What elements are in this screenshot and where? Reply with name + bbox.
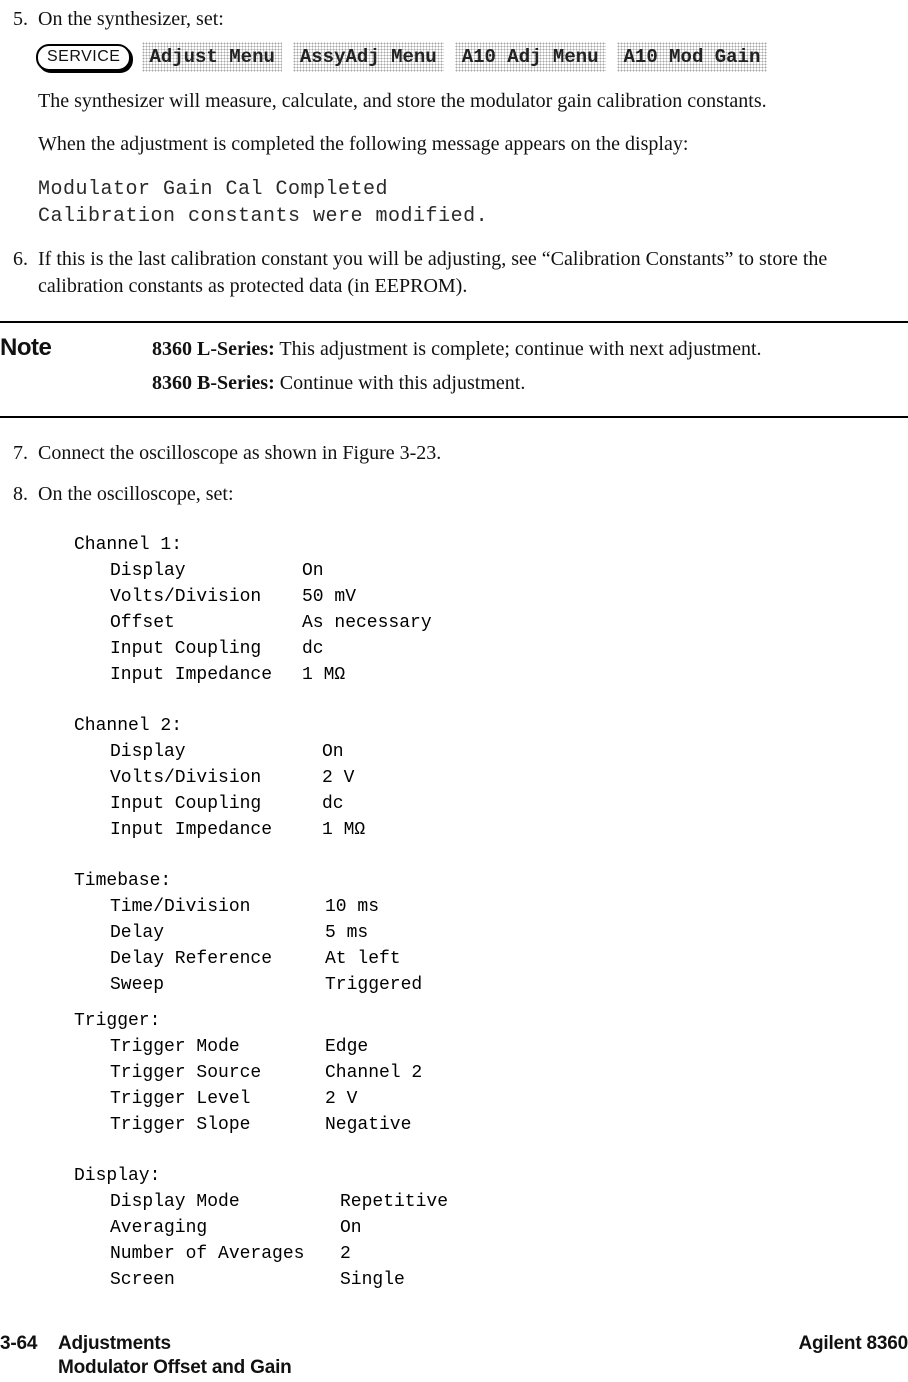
- step-item-5: [0, 6, 908, 33]
- settings-block-title: Channel 1:: [74, 535, 183, 555]
- setting-row: [110, 584, 908, 610]
- step-item-6: [0, 246, 896, 300]
- setting-row: [110, 1060, 908, 1086]
- setting-label: Volts/Division: [110, 768, 262, 788]
- display-message: [38, 176, 908, 230]
- setting-value: 2 V: [322, 768, 355, 788]
- setting-label: Input Coupling: [110, 639, 262, 659]
- softkey-a10-adj-menu: A10 Adj Menu: [455, 42, 606, 72]
- setting-value: Channel 2: [325, 1063, 423, 1083]
- step-text: On the synthesizer, set:: [38, 8, 224, 30]
- note-line-b-series: [152, 366, 762, 400]
- setting-label: Offset: [110, 613, 175, 633]
- step-number: 6.: [13, 248, 28, 270]
- step-item-7: [0, 440, 908, 467]
- note-line-l-series: [152, 332, 762, 366]
- key-sequence: [36, 41, 908, 73]
- setting-row: [110, 610, 908, 636]
- setting-row: [110, 817, 908, 843]
- settings-block-title: Display:: [74, 1166, 161, 1186]
- setting-label: Display: [110, 742, 186, 762]
- settings-block-title: Timebase:: [74, 871, 172, 891]
- setting-label: Trigger Source: [110, 1063, 262, 1083]
- step-text: If this is the last calibration constant you will be adjusting, see “Calibration Constants” to store the calibration constants as protected data (in EEPROM).: [38, 248, 828, 297]
- setting-row: [110, 972, 908, 998]
- step-number: 5.: [13, 8, 28, 30]
- setting-value: 10 ms: [325, 897, 380, 917]
- softkey-assyadj-menu: AssyAdj Menu: [293, 42, 444, 72]
- display-message-line-1: Modulator Gain Cal Completed: [38, 178, 389, 201]
- settings-block-channel-2: [74, 713, 908, 843]
- setting-value: Repetitive: [340, 1192, 449, 1212]
- setting-value: 1 MΩ: [302, 665, 346, 685]
- setting-value: As necessary: [302, 613, 432, 633]
- settings-block-title: Trigger:: [74, 1011, 161, 1031]
- setting-value: 1 MΩ: [322, 820, 366, 840]
- setting-row: [110, 739, 908, 765]
- setting-row: [110, 946, 908, 972]
- oscilloscope-settings: [74, 532, 908, 1293]
- softkey-a10-mod-gain: A10 Mod Gain: [617, 42, 768, 72]
- note-lead-b-series: 8360 B-Series:: [152, 372, 275, 394]
- step-number: 8.: [13, 483, 28, 505]
- setting-label: Display Mode: [110, 1192, 240, 1212]
- footer-model: Agilent 8360: [798, 1333, 908, 1354]
- note-body: [152, 332, 762, 400]
- footer-subsection: Modulator Offset and Gain: [58, 1357, 292, 1378]
- footer-section: Adjustments: [58, 1333, 171, 1354]
- setting-row: [110, 1267, 908, 1293]
- setting-value: 2: [340, 1244, 351, 1264]
- setting-row: [110, 1215, 908, 1241]
- setting-row: [110, 765, 908, 791]
- setting-label: Trigger Slope: [110, 1115, 251, 1135]
- setting-row: [110, 1086, 908, 1112]
- setting-value: 2 V: [325, 1089, 358, 1109]
- setting-row: [110, 1034, 908, 1060]
- note-label: Note: [0, 334, 52, 361]
- manual-page: [0, 6, 908, 1382]
- footer-page-number: 3-64: [0, 1333, 38, 1354]
- setting-label: Input Impedance: [110, 665, 273, 685]
- step-item-8: [0, 481, 908, 508]
- setting-value: On: [322, 742, 344, 762]
- setting-value: 50 mV: [302, 587, 357, 607]
- settings-block-channel-1: [74, 532, 908, 688]
- setting-label: Volts/Division: [110, 587, 262, 607]
- setting-label: Number of Averages: [110, 1244, 305, 1264]
- softkey-adjust-menu: Adjust Menu: [142, 42, 281, 72]
- setting-label: Delay: [110, 923, 165, 943]
- setting-value: Edge: [325, 1037, 369, 1057]
- setting-row: [110, 636, 908, 662]
- setting-label: Input Coupling: [110, 794, 262, 814]
- setting-value: At left: [325, 949, 401, 969]
- setting-value: On: [302, 561, 324, 581]
- settings-block-timebase: [74, 868, 908, 998]
- setting-value: Single: [340, 1270, 405, 1290]
- note-text-b-series: Continue with this adjustment.: [279, 372, 526, 394]
- setting-label: Time/Division: [110, 897, 251, 917]
- settings-block-trigger: [74, 1008, 908, 1138]
- setting-row: [110, 1241, 908, 1267]
- setting-value: 5 ms: [325, 923, 369, 943]
- setting-label: Trigger Level: [110, 1089, 251, 1109]
- note-section: [0, 321, 908, 418]
- setting-row: [110, 1189, 908, 1215]
- display-message-line-2: Calibration constants were modified.: [38, 205, 489, 228]
- setting-label: Input Impedance: [110, 820, 273, 840]
- step-number: 7.: [13, 442, 28, 464]
- setting-value: Negative: [325, 1115, 412, 1135]
- setting-row: [110, 558, 908, 584]
- paragraph-measure: The synthesizer will measure, calculate, and store the modulator gain calibration constants.: [38, 90, 767, 112]
- setting-row: [110, 920, 908, 946]
- setting-label: Delay Reference: [110, 949, 273, 969]
- settings-block-title: Channel 2:: [74, 716, 183, 736]
- setting-label: Trigger Mode: [110, 1037, 240, 1057]
- note-lead-l-series: 8360 L-Series:: [152, 338, 275, 360]
- step-text: Connect the oscilloscope as shown in Figure 3-23.: [38, 442, 442, 464]
- setting-label: Averaging: [110, 1218, 208, 1238]
- step-text: On the oscilloscope, set:: [38, 483, 234, 505]
- setting-row: [110, 1112, 908, 1138]
- setting-label: Screen: [110, 1270, 175, 1290]
- note-text-l-series: This adjustment is complete; continue with next adjustment.: [279, 338, 762, 360]
- setting-label: Sweep: [110, 975, 165, 995]
- setting-row: [110, 662, 908, 688]
- paragraph-when-completed: When the adjustment is completed the following message appears on the display:: [38, 133, 689, 155]
- setting-value: dc: [302, 639, 324, 659]
- setting-value: Triggered: [325, 975, 423, 995]
- settings-block-display: [74, 1163, 908, 1293]
- setting-value: On: [340, 1218, 362, 1238]
- page-footer: [0, 1332, 908, 1380]
- setting-value: dc: [322, 794, 344, 814]
- setting-label: Display: [110, 561, 186, 581]
- setting-row: [110, 791, 908, 817]
- setting-row: [110, 894, 908, 920]
- service-hardkey: SERVICE: [36, 44, 131, 71]
